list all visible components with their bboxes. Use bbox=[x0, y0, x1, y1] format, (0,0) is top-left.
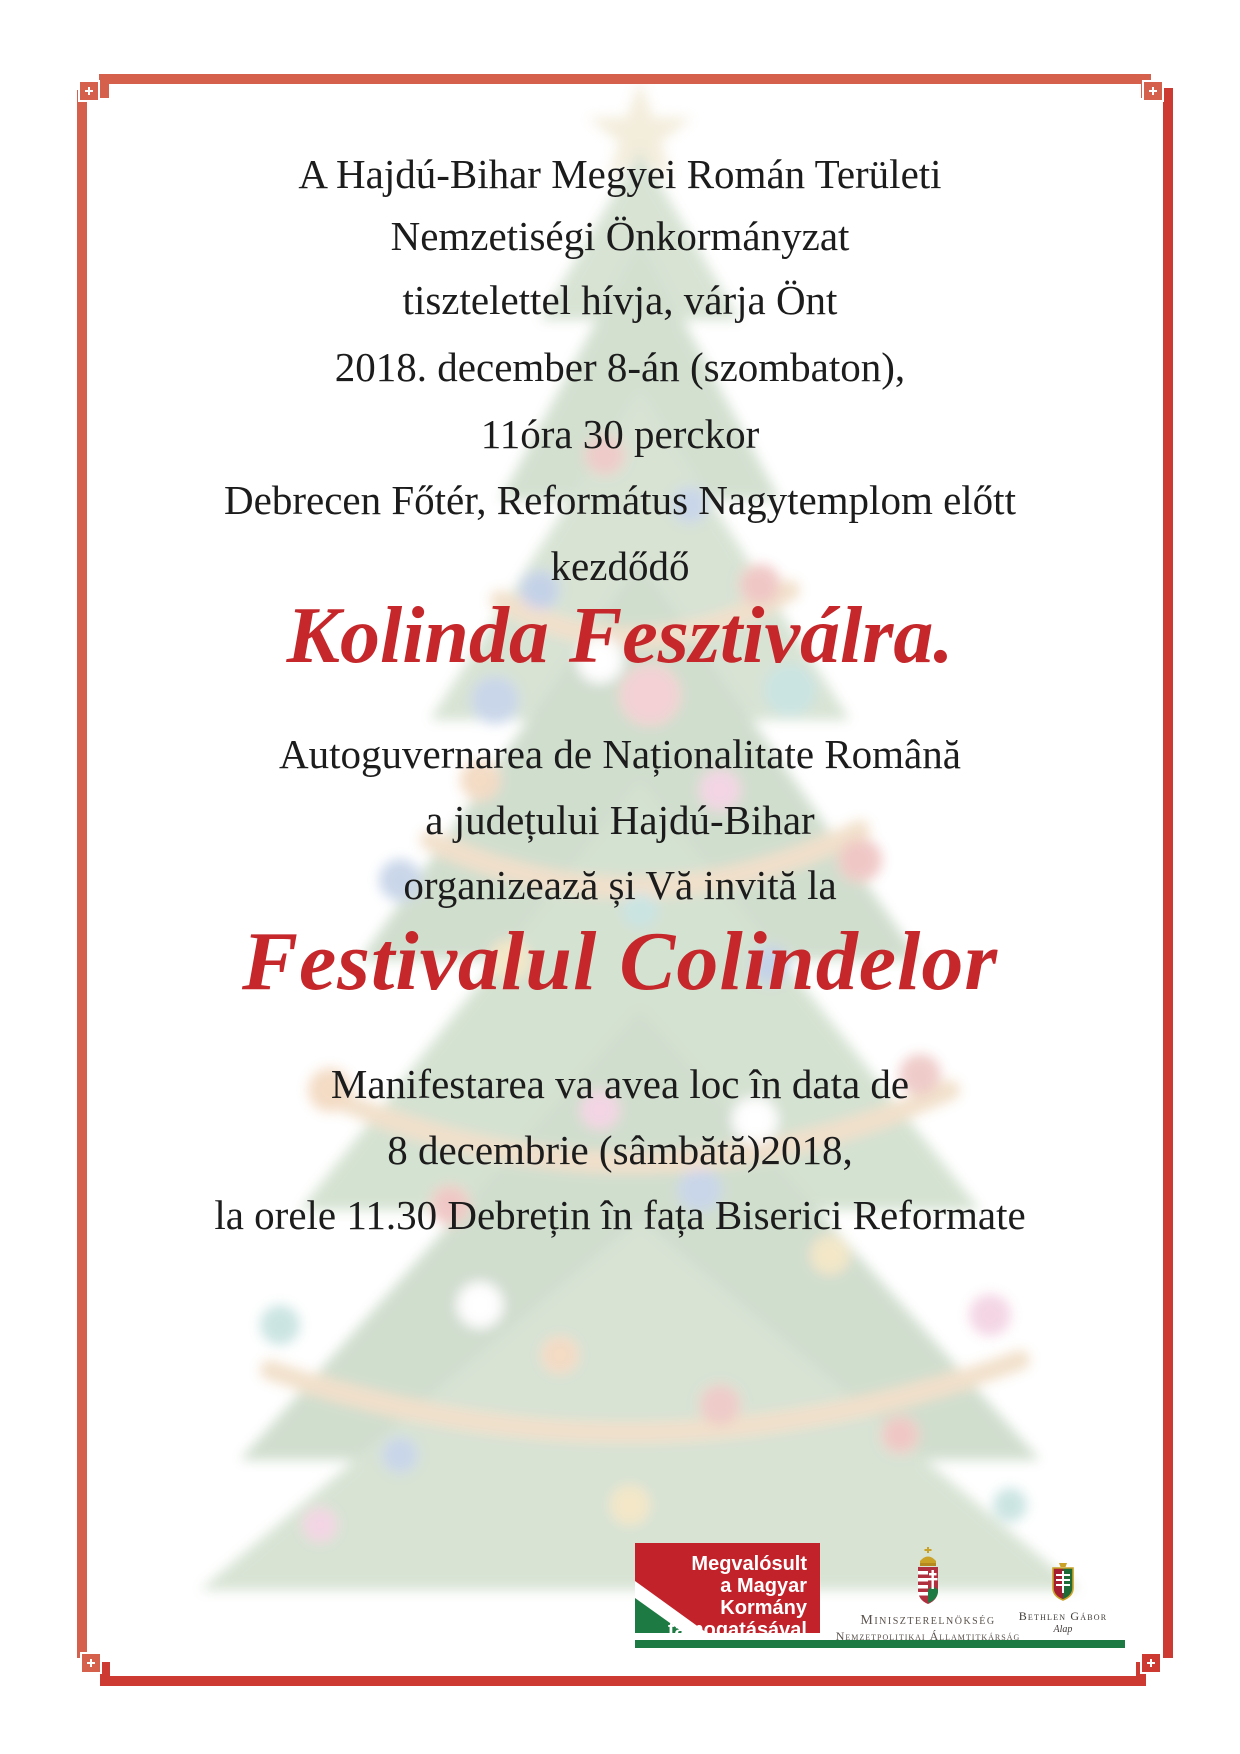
bethlen-gabor-shield-icon bbox=[1048, 1562, 1078, 1602]
ministry-logo bbox=[826, 1546, 1030, 1644]
org-name-romanian-1: Autoguvernarea de Naționalitate Română bbox=[279, 731, 961, 777]
hungarian-coat-of-arms-icon bbox=[910, 1546, 946, 1606]
org-name-line-2: Nemzetiségi Önkormányzat bbox=[390, 213, 850, 259]
time-line-hu: 11óra 30 perckor bbox=[480, 411, 760, 457]
org-name-line-1: A Hajdú-Bihar Megyei Román Területi bbox=[298, 151, 942, 197]
bethlen-gabor-subtitle: Alap bbox=[1053, 1624, 1073, 1635]
event-title-hungarian: Kolinda Fesztiválra. bbox=[286, 592, 954, 680]
greeting-line: tisztelettel hívja, várja Önt bbox=[402, 277, 838, 323]
government-support-text bbox=[635, 1553, 807, 1641]
gov-text-line-3: támogatásával bbox=[668, 1619, 807, 1641]
ministry-department: Nemzetpolitikai Államtitkárság bbox=[835, 1629, 1021, 1643]
bethlen-gabor-logo bbox=[1003, 1562, 1123, 1635]
invite-line-romanian: organizează și Vă invită la bbox=[403, 862, 837, 908]
event-title-romanian: Festivalul Colindelor bbox=[241, 915, 999, 1008]
ministry-name: Miniszterelnökség bbox=[860, 1613, 996, 1628]
date-line-romanian: 8 decembrie (sâmbătă)2018, bbox=[387, 1127, 853, 1173]
location-line-hu: Debrecen Főtér, Református Nagytemplom előtt bbox=[224, 477, 1016, 523]
date-line-hu: 2018. december 8-án (szombaton), bbox=[334, 344, 906, 390]
gov-text-line-1: Megvalósult bbox=[691, 1553, 807, 1575]
bethlen-gabor-name: Bethlen Gábor bbox=[1018, 1609, 1108, 1623]
time-location-romanian: la orele 11.30 Debrețin în fața Biserici Reformate bbox=[214, 1192, 1026, 1238]
org-name-romanian-2: a județului Hajdú-Bihar bbox=[425, 797, 815, 843]
gov-text-line-2: a Magyar Kormány bbox=[720, 1575, 807, 1619]
kezdodo-line: kezdődő bbox=[550, 543, 690, 589]
event-info-romanian: Manifestarea va avea loc în data de bbox=[330, 1061, 910, 1107]
